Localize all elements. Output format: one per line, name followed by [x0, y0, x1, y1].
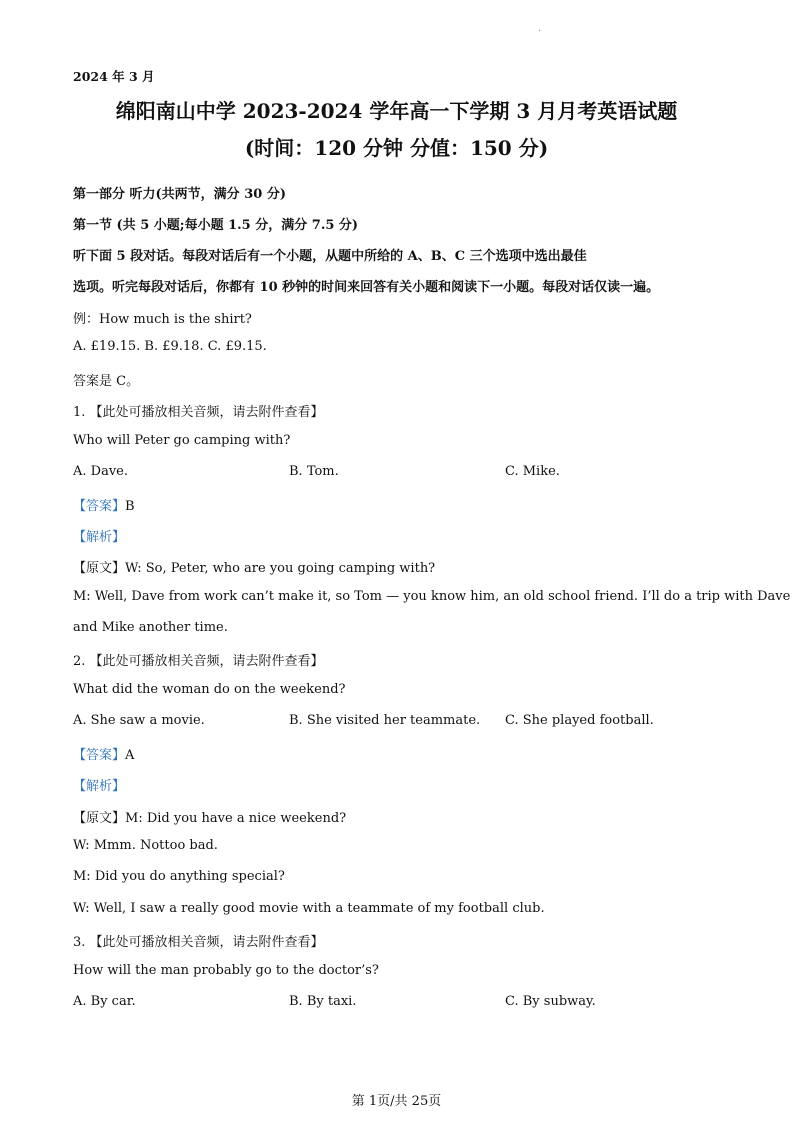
page-subtitle: (时间：120 分钟 分值：150 分): [244, 136, 549, 160]
audio-link-q3[interactable]: 3. 【此处可播放相关音频，请去附件查看】: [73, 935, 324, 950]
q2-option-a: A. She saw a movie.: [73, 713, 205, 728]
q1-option-a: A. Dave.: [73, 464, 128, 479]
q1-transcript-line-1: 【原文】W: So, Peter, who are you going camping with?: [73, 561, 436, 576]
q2-answer: [73, 744, 134, 763]
q2-transcript-line-3: M: Did you do anything special?: [73, 869, 285, 884]
example-question: 例：How much is the shirt?: [73, 312, 252, 327]
q3-option-c: C. By subway.: [505, 994, 596, 1009]
question-3: How will the man probably go to the doctor’s?: [73, 963, 379, 978]
q2-transcript-line-1: 【原文】M: Did you have a nice weekend?: [73, 811, 347, 826]
answer-tag: 【答案】: [73, 499, 126, 514]
q3-option-b: B. By taxi.: [289, 994, 357, 1009]
q2-transcript-line-2: W: Mmm. Nottoo bad.: [73, 838, 218, 853]
answer-tag: 【答案】: [73, 748, 126, 763]
q2-option-c: C. She played football.: [505, 713, 654, 728]
q2-option-b: B. She visited her teammate.: [289, 713, 481, 728]
q1-transcript-line-3: and Mike another time.: [73, 620, 228, 635]
answer-value: A: [125, 748, 135, 763]
audio-link-q2[interactable]: 2. 【此处可播放相关音频，请去附件查看】: [73, 654, 324, 669]
page-number: 第 1页/共 25页: [351, 1094, 442, 1109]
q1-explanation-tag: 【解析】: [73, 530, 126, 545]
instruction-line-2: 选项。听完每段对话后，你都有 10 秒钟的时间来回答有关小题和阅读下一小题。每段对话仅读一遍。: [73, 280, 660, 295]
instruction-line-1: 听下面 5 段对话。每段对话后有一个小题，从题中所给的 A、B、C 三个选项中选出最佳: [73, 249, 587, 264]
q2-transcript-line-4: W: Well, I saw a really good movie with a teammate of my football club.: [73, 901, 545, 916]
q1-answer: [73, 495, 135, 514]
original-tag: 【原文】: [73, 561, 126, 576]
section-part: 第一部分 听力(共两节，满分 30 分): [73, 187, 286, 202]
question-2: What did the woman do on the weekend?: [73, 682, 346, 697]
section-sub: 第一节 (共 5 小题;每小题 1.5 分，满分 7.5 分): [73, 218, 359, 233]
page-title: 绵阳南山中学 2023-2024 学年高一下学期 3 月月考英语试题: [115, 99, 678, 123]
page-mark: .: [538, 24, 541, 34]
original-tag: 【原文】: [73, 811, 126, 826]
q2-explanation-tag: 【解析】: [73, 779, 126, 794]
q3-option-a: A. By car.: [73, 994, 136, 1009]
q1-option-c: C. Mike.: [505, 464, 560, 479]
q1-option-b: B. Tom.: [289, 464, 339, 479]
example-answer: 答案是 C。: [73, 374, 140, 389]
answer-value: B: [125, 499, 135, 514]
audio-link-q1[interactable]: 1. 【此处可播放相关音频，请去附件查看】: [73, 405, 324, 420]
exam-date: 2024 年 3 月: [73, 69, 155, 84]
example-options: A. £19.15. B. £9.18. C. £9.15.: [73, 339, 267, 354]
q1-transcript-line-2: M: Well, Dave from work can’t make it, so Tom — you know him, an old school friend. I’ll do a trip with Dave: [73, 589, 791, 604]
question-1: Who will Peter go camping with?: [73, 433, 291, 448]
